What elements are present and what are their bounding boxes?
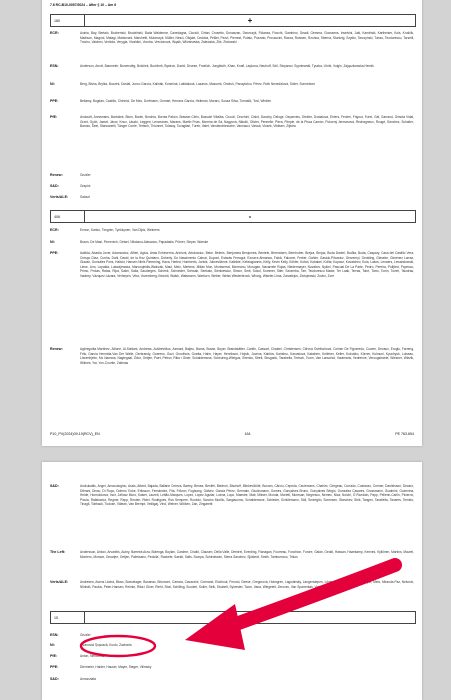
group-members: Grudler [80,633,91,637]
vote-count: 15 [51,612,85,623]
group-members: Aalfola, Abadía Jover, Adamowicz, Alfieri, Agius, Arias Echeverría, Arimont, Artukowicz, Beke, Beleris, Benjumea Benjumea, Bentele, Berendsen, Bernhuber, Brejza, Brnjac, Buda Daniel, Buďka, Buda, Caspary, Casa del Castillo Vera, Crespo Díaz, Cunha, Dahl, David, de la Hoz Quintano, Doherty, Do Nascimento Cabral, Dupont, Estaràs Ferragut, Ezcurra Almansa, Falcă, Falcone, Ferber, Gahler, Gasiuk-Pihowicz, Gerzenryi, Geukling, Gieseke, Giménez Larraz, Glavak, González Pons, Halicki, Hansen Niels Flemming, Hava, Herbst, Humberto, Jorisik, Juknevičienė, Kalinkte, Kefalogiannis, Kelly, Kevin Kelly, Köhler, Kofod, Kokalari, Kollár, Kopacz, Kovatchev, Kula, Lakos, Lenaers, Lewandowski, Liese, Lins, Lopatka, Lukacijewska, Marcoujeldis-Walczak, Maul, Melo, Mertens, Millán Mon, Montserrat, Morreanu, Murugan, Navarrete Rojas, Niedermayer, Novakov, Nykiel, Pascual De La Parte, Pedro, Pereira, Polfjärd, Popescu, Primo, Protas, Ratas, Ripa, Salini, Salla, Sauderges, Schenk, Schneider, Schwab, Seekatz, Sienkiewicz, Simon, Smit, Sokol, Sommer, Stier, Szczerba, Tarr, Teodorescu Mawe, Ter Laak, Terras, Tobé, Tomc, Tonin, Toveri, Tsiodras, Vautrey, Vázquez Lázara, Verheyen, Vrba, Vozemberg-Vrionidi, Walsh, Walsmann, Warborn, Weber, Weiss Westerbrook, Winzig, Wiseler-Lima, Zarzalejos, Złotojewski, Zovko, Zver [80,251,414,278]
vote-result-plus [50,14,416,27]
group-members: Anton, Nerudová [80,654,104,658]
group-label: S&D: [50,677,59,681]
vote-symbol: + [247,16,253,25]
group-members: Andrukaitis, Angel, Arnaoutoglou, Assis, Attard, Bajada, Ballarin Cereza, Bartey, Benea, Benifei, Biedroń, Bischoff, Blinkevičiūtė, Borzan, Cărciu, Cepeda, Ceulemans, Chahim, Clergeau, Corrado, Costanzo, Cremer, Danielsson, Decaro, Dibrani, Dincu, Di Rupo, Dobrev, Ecke, Eriksson, Fernández, Fita, Fritzon, Fuglsang, Gálvez, García Pérez, Germain, Glucksmann, Gomes, Gonçalves Bruno, Gonçalves Sérgio, González Casares, Grossmann, Gualmini, Guzenina, Heide, Homolokova, Incir, Jáñosz Muro, Kaiser, Laureti, Leitão-Marques, Lopez, López Aguilar, Luena, Lupo, Maestre, Mair, Mikser, Monda, Moretti, Mureșan, Negrescu, Nemec, Nica, Noichl, Ó Ríordáin, Papp, Pellerin-Carlin, Picierno, Picula, Rafalowicz, Regner, Repp, Reuten, Ridel, Rodrigues, Ros Sempere, Ruotolo, Sancho Murillo, Sargiacomo, Schaldemose, Schieder, Schülemann, Sidl, Smeriglio, Sorensen, Stanchev, Strik, Tangen, Tarabella, Tavares, Temido, Tinagli, Tobback, Tudose, Vălean, Van Brempt, Vešligaj, Vind, Weiner, Wölken, Zan, Zingaretti [80,484,414,507]
group-row [50,99,414,104]
group-row [50,580,414,589]
group-label: Verts/ALE: [50,580,69,584]
page-footer [50,432,414,436]
group-label: ESN: [50,64,59,68]
group-members: Ennon, Kanko, Timgren, Tynkkynen, Van Dijck, Weimers [80,228,160,232]
group-members: Andresen, Asens Llodrà, Bloss, Boeselager, Bosanac, Bricmont, Carrara, Cavazzini, Cormand, Eickhout, Freund, Geese, Gregorová, Holmgren, Lagodinsky, Langensiepen, Lövin, Marquardt, Matsen, Mayer, Metz, Miranda Paz, Nešović, Niinistö, Paulus, Peter-Hansen, Reinke, Riba i Giner, Rieht, Sbai, Schilling, Scuderi, Solier, Strik, Strubelt, Sylvester, Toom, Vana, Wiegeleit, Zerovec, Van Sparrentak, Vieira, Waitz [80,580,414,589]
group-members: Anderson, Arndt, Baumeier, Borvendég, Bošíček, Buchheit, Bystron, David, Droese, Froelich, Jungbluth, Khan, Knafl, Laykova, Neuhoff, Sell, Stoyanov, Sypniewski, Tyszka, Uhrík, Volgin, Zajączkowska-Hernik [80,64,374,68]
group-members: Agirregoitia Martínez, Allione, Al-Sahlani, Andrews, Auštrevičius, Azmani, Baljeu, Barna, Bosse, Boyer, Brandstätter, Canfin, Cassart, Chastel, Christensen, Cifrová Ostrihoňová, Colmer De Figueredo, Cowen, Devaux, Eroglu, Farreng, Friis, García Hermida-Van Der Walle, Gerbrandy, Goerens, Gozi, Groothuis, Guetta, Hahn, Hayer, Henrikson, Hojsík, Joveva, Kabilov, Karlsbro, Karvašová, Katainen, Kelleher, Keller, Koboško, Körner, Kulmuni, Kyuchyuk, Loiseau, Löwenhjelm, Mc Namara, Nagtegaal, Ódor, Oetjen, Paet, Petrov, Riba i Giner, Schaldemose, Scheuring-Wielgus, Sirenko, Streit, Strugariu, Tarabella, Tertsch, Toom, Van Lanschot, Vautmans, Vedrenne, Verougstraete, Wiesner, Wiezik, Wilmes, Yar, Yon-Courtin, Zalimas [80,347,414,365]
group-row [50,654,414,659]
group-label: ESN: [50,633,59,637]
group-members: Braun, De Masi, Firmenich, Geisel, Nikolaou-Alavanos, Papadakis, Pürner, Sieper, Warnke [80,240,209,244]
group-label: ECR: [50,228,59,232]
group-members: Grudler [80,173,91,177]
group-row [50,31,414,45]
group-row [50,82,414,87]
vote-result-abstain [50,611,416,624]
footer-document-ref: P10_PV(2024)09-19(RCV)_EN [50,432,100,436]
group-row [50,677,414,682]
group-row [50,643,414,648]
group-label: PPE: [50,99,59,103]
group-row [50,665,414,670]
group-members: Andersson, Antoci, Arvanitis, Aubry, Barreira Arza, Botenga, Boylan, Cardme, Chaibi, Clausen, Della Valle, Demirel, Everding, Flanagan, Fourreau, Funchion, Furore, Galán, Geddi, Hassan, Hazekamp, Kennes, Kyllönen, Martins, Maurel, Montero, Morace, Omarjee, Oetjen, Palmisano, Pedulla', Rackete, Saeidi, Salis, Scarpa, Schirdewan, Sierra Sánchez, Sjöstedt, Smith, Tamburrano, Trikos [80,550,414,559]
group-members: Berg, Bisha, Brylka, Buczek, Dostál, Junco García, Kalińák, Konečná, Laššáková, Lazarus, Mazurek, Ondruš, Panayiotou, Pérez, Roth Neveďalová, Solier, Sonneborn [80,82,316,86]
group-label: S&D: [50,184,59,188]
vote-symbol: - [248,212,252,221]
vote-count: 180 [51,15,85,26]
document-page-1 [42,0,422,446]
group-row [50,251,414,279]
group-members-highlighted: Iovanovici Şoşoacă, Kuolo, Zacharia [80,643,132,647]
group-label: NI: [50,82,55,86]
group-label: PfE: [50,115,58,119]
footer-pe-number: PE 763.654 [395,432,414,436]
group-row [50,550,414,559]
group-label: Renew: [50,173,63,177]
group-label: NI: [50,240,55,244]
group-row [50,64,414,69]
group-label: Verts/ALE: [50,195,69,199]
document-page-2 [42,462,422,700]
group-members: Axinia, Bay, Bertaio, Bocheński, Brudziński, Buda Waldemar, Cavedagna, Ciccioli, Cirtan, Crosetto, Donazzan, Dworczyk, Fidanza, Fiocchi, Gambino, Geadi, Gemma, Goossens, Inselvini, Jaki, Kamiński, Kartheiser, Kols, Kruščik, Madison, Magoni, Malagi, Mantovani, Marchetti, Mularczyk, Müller, Nesci, Olsjakt, Ozdoba, Pellier, Pezzi, Pierrest, Polato, Pozzato, Procaccini, Razza, Ruissen, Rzońca, Sberna, Stuntzig, Szydło, Tarczyński, Tánzu, Teodorescu, Torselli, Trochu, Vaichev, Veritola, Verygia, Vivaldini, Vondra, Vrecionová, Wąsik, Wiśniewska, Zalewska, Zile, Zlotowski [80,31,414,45]
group-members: Grapini [80,184,91,188]
group-members: Diermeier, Haider, Hauser, Mayer, Steger, Vilimsky [80,665,152,669]
group-members: Annunziata [80,677,96,681]
group-label: The Left: [50,550,66,554]
group-row [50,173,414,178]
group-members: Satouri [80,195,91,199]
group-row [50,484,414,507]
group-members: Bellamy, Bogdan, Castillo, Chinnici, De Meo, Dorfmann, Gomart, Herranz García, Heitman, Moraru, Sousa Silva, Tomašič, Tosi, Winkler [80,99,272,103]
group-members: Andouët, Annemans, Bartošek, Blom, Bonte, Borchia, Borrás Pabón, Brasser-Clein, Bussolé Villalba, Ciccoli, Cecchini, Cisint, Dauchy, Deloge, Deparvieu, Dieider, Dostalova, Ehlers, Fenieri, Frigout, Furet, Gál, Garraud, Grisota Vidal, Grzet, Györi, Jamet, Jávor, Knux, László, Leggeri, Lenceanec, Marans, Martin Frías, Moreira de Sá, Nagyová, Nikolić, Olivier, Pennelle, Piera, Pimpie, de la Pisca Camón, Pokorný Jermanová, Rechagneux, Rougé, Sánchez, Schaller-Baross, Šeel, Stancanelli, Tänger Corrie, Tertsch, Thionnet, Tolassy, Tovagliari, Turek, Valet, Vandendriessche, Vannacci, Varaut, Vicsek, Viktisen, Zijlstra [80,115,414,129]
vote-result-minus [50,210,416,223]
group-label: PPE: [50,251,59,255]
page-header: 7.6 RC-B10-0057/2024 – After § 10 – Am 6 [50,3,117,7]
group-label: S&D: [50,484,59,488]
group-label: PPE: [50,665,59,669]
vote-symbol: 0 [247,613,253,622]
group-row [50,240,414,245]
group-label: PfE: [50,654,58,658]
group-row [50,115,414,129]
group-row [50,347,414,365]
footer-page-number: 164 [244,432,251,436]
vote-count: 406 [51,211,85,222]
group-row [50,228,414,233]
group-label: ECR: [50,31,59,35]
group-row [50,184,414,189]
group-row [50,195,414,200]
group-row [50,633,414,638]
group-label: NI: [50,643,55,647]
group-label: Renew: [50,347,63,351]
